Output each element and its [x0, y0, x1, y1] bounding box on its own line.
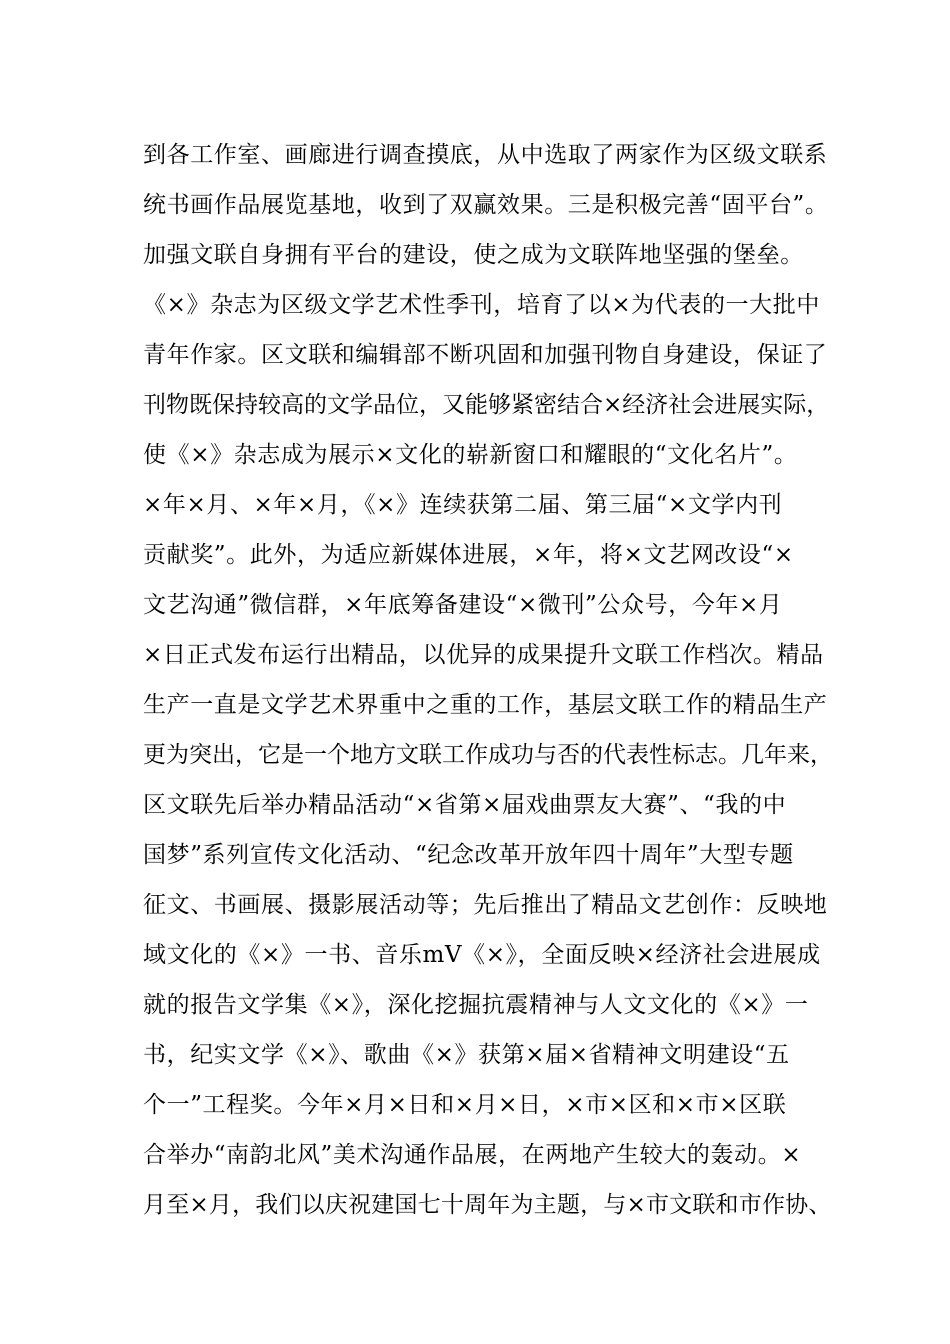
text-line: 合举办“南韵北风”美术沟通作品展，在两地产生较大的轰动。× — [143, 1142, 802, 1168]
text-line: 生产一直是文学艺术界重中之重的工作，基层文联工作的精品生产 — [143, 692, 828, 718]
text-line: 到各工作室、画廊进行调查摸底，从中选取了两家作为区级文联系 — [143, 142, 828, 168]
text-line: 统书画作品展览基地，收到了双赢效果。三是积极完善“固平台”。 — [143, 192, 829, 218]
text-line: 书，纪实文学《×》、歌曲《×》获第×届×省精神文明建设“五 — [143, 1042, 790, 1068]
text-line: 贡献奖”。此外，为适应新媒体进展，×年，将×文艺网改设“× — [143, 542, 794, 568]
body-text — [143, 130, 833, 1230]
text-line: 青年作家。区文联和编辑部不断巩固和加强刊物自身建设，保证了 — [143, 342, 828, 368]
text-line: ×日正式发布运行出精品，以优异的成果提升文联工作档次。精品 — [143, 642, 824, 668]
text-line: 国梦”系列宣传文化活动、“纪念改革开放年四十周年”大型专题 — [143, 842, 794, 868]
text-line: 就的报告文学集《×》，深化挖掘抗震精神与人文文化的《×》一 — [143, 992, 809, 1018]
text-line: 征文、书画展、摄影展活动等；先后推出了精品文艺创作：反映地 — [143, 892, 828, 918]
text-line: 文艺沟通”微信群，×年底筹备建设“×微刊”公众号，今年×月 — [143, 592, 783, 618]
text-line: 《×》杂志为区级文学艺术性季刊，培育了以×为代表的一大批中 — [143, 292, 820, 318]
text-line: 使《×》杂志成为展示×文化的崭新窗口和耀眼的“文化名片”。 — [143, 442, 798, 468]
text-line: ×年×月、×年×月，《×》连续获第二届、第三届“×文学内刊 — [143, 492, 783, 518]
text-line: 加强文联自身拥有平台的建设，使之成为文联阵地坚强的堡垒。 — [143, 242, 804, 268]
text-line: 刊物既保持较高的文学品位，又能够紧密结合×经济社会进展实际， — [143, 392, 830, 418]
text-line: 域文化的《×》一书、音乐mV《×》，全面反映×经济社会进展成 — [143, 942, 821, 968]
text-line: 区文联先后举办精品活动“×省第×届戏曲票友大赛”、“我的中 — [143, 792, 787, 818]
text-line: 更为突出，它是一个地方文联工作成功与否的代表性标志。几年来， — [143, 742, 833, 768]
text-line: 月至×月，我们以庆祝建国七十周年为主题，与×市文联和市作协、 — [143, 1192, 832, 1218]
text-line: 个一”工程奖。今年×月×日和×月×日，×市×区和×市×区联 — [143, 1092, 787, 1118]
